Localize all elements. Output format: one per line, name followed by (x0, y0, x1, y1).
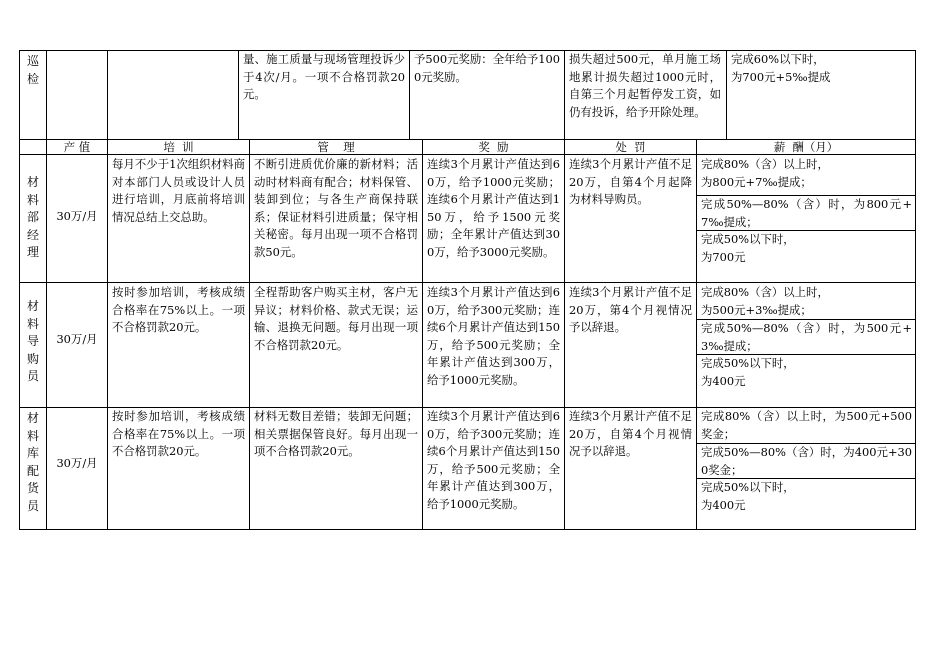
rule-bottom (19, 529, 916, 530)
penalty-text: 连续3个月累计产值不足20万，第4个月视情况予以辞退。 (569, 285, 692, 335)
rule-top-d (726, 50, 727, 139)
rule-main-d (696, 139, 697, 530)
salary-tier: 完成80%（含）以上时， 为800元+7‰提成； (701, 157, 829, 189)
inspection-penalty: 损失超过500元，单月施工场地累计损失超过1000元时，自第三个月起暂停发工资，如仍有投诉，给予开除处理。 (569, 52, 721, 119)
training-text: 按时参加培训，考核成绩合格率在75%以上。一项不合格罚款20元。 (112, 409, 245, 459)
rule-top-b (409, 50, 410, 139)
rule-main-c (564, 139, 565, 530)
role-label: 材 料 库 配 货 员 (26, 411, 39, 513)
header-salary: 薪 酬（月） (773, 140, 839, 154)
role-label: 材 料 导 购 员 (26, 299, 39, 384)
header-training: 培 训 (163, 140, 194, 154)
rule-right (915, 50, 916, 530)
rule-top-c (564, 50, 565, 139)
rule-main-a (249, 139, 250, 530)
output-value: 30万/月 (56, 209, 98, 223)
rule-main-b (422, 139, 423, 530)
salary-table (19, 50, 916, 530)
salary-tier: 完成50%以下时， 为400元 (701, 356, 795, 388)
management-text: 不断引进质优价廉的新材料；活动时材料商有配合；材料保管、装卸到位；与各生产商保持联系；保证材料引进质量；保守相关秘密。每月出现一项不合格罚款50元。 (254, 157, 418, 259)
training-text: 每月不少于1次组织材料商对本部门人员或设计人员进行培训，月底前将培训情况总结上交总助。 (112, 157, 245, 224)
salary-tier: 完成50%—80%（含）时，为800元+7‰提成； (701, 197, 912, 229)
inspection-salary: 完成60%以下时， 为700元+5‰提成 (731, 52, 831, 84)
output-value: 30万/月 (56, 332, 98, 346)
management-text: 全程帮助客户购买主材，客户无异议；材料价格、款式无误；运输、退换无问题。每月出现一项不合格罚款20元。 (254, 285, 418, 352)
reward-text: 连续3个月累计产值达到60万，给予1000元奖励；连续6个月累计产值达到150万，给予1500元奖励；全年累计产值达到300万，给予3000元奖励。 (427, 157, 560, 259)
output-value: 30万/月 (56, 456, 98, 470)
salary-tier: 完成50%以下时， 为700元 (701, 232, 795, 264)
rule-top-a (238, 50, 239, 139)
penalty-text: 连续3个月累计产值不足20万，自第4个月视情况予以辞退。 (569, 409, 692, 459)
role-label: 材 料 部 经 理 (26, 175, 39, 260)
inspection-label: 巡 检 (26, 54, 39, 86)
inspection-reward: 予500元奖励：全年给予1000元奖励。 (414, 52, 560, 84)
inspection-training: 量、施工质量与现场管理投诉少于4次/月。一项不合格罚款20元。 (243, 52, 405, 102)
rule-row1-bottom (19, 282, 916, 283)
header-reward: 奖 励 (478, 140, 509, 154)
reward-text: 连续3个月累计产值达到60万，给予300元奖励；连续6个月累计产值达到150万，给予500元奖励；全年累计产值达到300万，给予1000元奖励。 (427, 285, 560, 387)
salary-tier: 完成80%（含）以上时，为500元+500奖金； (701, 409, 912, 441)
salary-tier: 完成50%—80%（含）时，为500元+3‰提成； (701, 321, 912, 353)
salary-tier: 完成80%（含）以上时， 为500元+3‰提成； (701, 285, 829, 317)
salary-tier: 完成50%—80%（含）时，为400元+300奖金； (701, 445, 912, 477)
training-text: 按时参加培训，考核成绩合格率在75%以上。一项不合格罚款20元。 (112, 285, 245, 335)
management-text: 材料无数目差错；装卸无问题；相关票据保管良好。每月出现一项不合格罚款20元。 (254, 409, 418, 459)
salary-tier: 完成50%以下时， 为400元 (701, 480, 795, 512)
rule-col2 (107, 50, 108, 530)
header-management: 管 理 (317, 140, 355, 154)
penalty-text: 连续3个月累计产值不足20万，自第4个月起降为材料导购员。 (569, 157, 692, 207)
reward-text: 连续3个月累计产值达到60万，给予300元奖励；连续6个月累计产值达到150万，给予500元奖励；全年累计产值达到300万，给予1000元奖励。 (427, 409, 560, 511)
header-penalty: 处 罚 (615, 140, 646, 154)
header-output: 产 值 (63, 140, 91, 154)
